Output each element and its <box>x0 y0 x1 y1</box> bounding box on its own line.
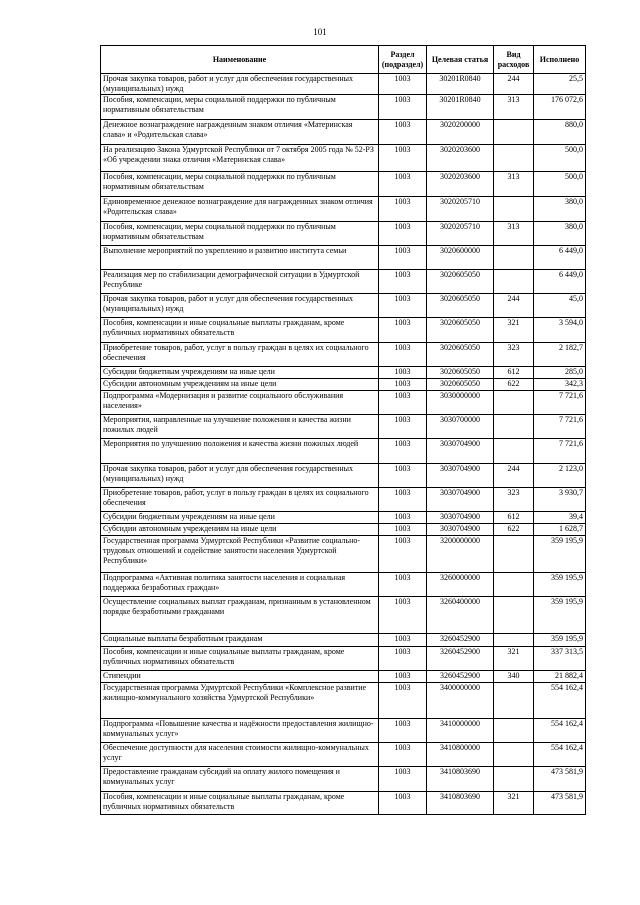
row-target: 3260400000 <box>427 597 494 634</box>
row-name: Прочая закупка товаров, работ и услуг для обеспечения государственных (муниципальных) нужд <box>101 294 379 318</box>
row-executed: 359 195,9 <box>534 634 586 647</box>
table-row <box>101 719 586 743</box>
row-expense-type: 313 <box>494 95 534 120</box>
row-target: 3200000000 <box>427 536 494 573</box>
row-expense-type: 321 <box>494 647 534 671</box>
row-target: 3020600000 <box>427 246 494 270</box>
row-expense-type: 244 <box>494 294 534 318</box>
row-expense-type <box>494 597 534 634</box>
row-name: Субсидии бюджетным учреждениям на иные цели <box>101 367 379 379</box>
table-row <box>101 343 586 367</box>
row-section: 1003 <box>379 74 427 95</box>
row-name: Мероприятия, направленные на улучшение положения и качества жизни пожилых людей <box>101 415 379 439</box>
row-executed: 3 594,0 <box>534 318 586 343</box>
row-target: 3410800000 <box>427 743 494 767</box>
table-row <box>101 524 586 536</box>
row-expense-type <box>494 719 534 743</box>
row-name: Осуществление социальных выплат гражданам, признанным в установленном порядке безработными гражданами <box>101 597 379 634</box>
table-row <box>101 197 586 222</box>
row-target: 3400000000 <box>427 683 494 719</box>
row-executed: 473 581,9 <box>534 767 586 792</box>
header-executed: Исполнено <box>534 46 586 74</box>
row-target: 3410000000 <box>427 719 494 743</box>
row-executed: 1 628,7 <box>534 524 586 536</box>
row-name: Приобретение товаров, работ, услуг в пользу граждан в целях их социального обеспечения <box>101 488 379 512</box>
row-target: 30201R0840 <box>427 95 494 120</box>
row-name: Пособия, компенсации и иные социальные выплаты гражданам, кроме публичных нормативных обязательств <box>101 318 379 343</box>
row-section: 1003 <box>379 120 427 145</box>
row-section: 1003 <box>379 246 427 270</box>
row-name: Обеспечение доступности для населения стоимости жилищно-коммунальных услуг <box>101 743 379 767</box>
row-target: 3020205710 <box>427 197 494 222</box>
row-target: 3030704900 <box>427 524 494 536</box>
row-section: 1003 <box>379 343 427 367</box>
row-section: 1003 <box>379 792 427 815</box>
page-number: 101 <box>313 27 327 37</box>
row-executed: 25,5 <box>534 74 586 95</box>
table-row <box>101 95 586 120</box>
row-expense-type <box>494 634 534 647</box>
table-row <box>101 172 586 197</box>
row-executed: 285,0 <box>534 367 586 379</box>
row-target: 3260000000 <box>427 573 494 597</box>
row-expense-type <box>494 197 534 222</box>
row-section: 1003 <box>379 767 427 792</box>
row-expense-type <box>494 246 534 270</box>
row-name: На реализацию Закона Удмуртской Республики от 7 октября 2005 года № 52-РЗ «Об учреждении знака отличия «Материнская слава» <box>101 145 379 172</box>
row-expense-type: 612 <box>494 512 534 524</box>
row-section: 1003 <box>379 95 427 120</box>
row-executed: 3 930,7 <box>534 488 586 512</box>
row-executed: 380,0 <box>534 197 586 222</box>
row-executed: 176 072,6 <box>534 95 586 120</box>
table-row <box>101 634 586 647</box>
table-row <box>101 792 586 815</box>
table-row <box>101 270 586 294</box>
table-row <box>101 743 586 767</box>
row-expense-type <box>494 145 534 172</box>
row-name: Социальные выплаты безработным гражданам <box>101 634 379 647</box>
row-section: 1003 <box>379 573 427 597</box>
table-row <box>101 671 586 683</box>
row-section: 1003 <box>379 391 427 415</box>
row-target: 3030000000 <box>427 391 494 415</box>
row-executed: 6 449,0 <box>534 270 586 294</box>
row-target: 3030704900 <box>427 512 494 524</box>
row-target: 3260452900 <box>427 647 494 671</box>
row-name: Пособия, компенсации, меры социальной поддержки по публичным нормативным обязательствам <box>101 222 379 246</box>
row-target: 30201R0840 <box>427 74 494 95</box>
row-executed: 359 195,9 <box>534 536 586 573</box>
row-name: Субсидии автономным учреждениям на иные цели <box>101 379 379 391</box>
row-section: 1003 <box>379 512 427 524</box>
row-executed: 380,0 <box>534 222 586 246</box>
row-target: 3020203600 <box>427 145 494 172</box>
row-name: Денежное вознаграждение награжденным знаком отличия «Материнская слава» и «Родительская слава» <box>101 120 379 145</box>
row-section: 1003 <box>379 415 427 439</box>
row-executed: 45,0 <box>534 294 586 318</box>
row-executed: 39,4 <box>534 512 586 524</box>
row-executed: 7 721,6 <box>534 439 586 464</box>
row-target: 3020605050 <box>427 294 494 318</box>
header-name: Наименование <box>101 46 379 74</box>
row-expense-type: 313 <box>494 172 534 197</box>
row-section: 1003 <box>379 671 427 683</box>
row-section: 1003 <box>379 634 427 647</box>
row-expense-type: 622 <box>494 379 534 391</box>
table-row <box>101 597 586 634</box>
table-row <box>101 222 586 246</box>
row-name: Единовременное денежное вознаграждение для награжденных знаком отличия «Родительская слава» <box>101 197 379 222</box>
row-expense-type <box>494 573 534 597</box>
row-target: 3020605050 <box>427 367 494 379</box>
row-expense-type: 323 <box>494 488 534 512</box>
row-name: Подпрограмма «Модернизация и развитие социального обслуживания населения» <box>101 391 379 415</box>
row-section: 1003 <box>379 145 427 172</box>
row-section: 1003 <box>379 488 427 512</box>
header-target: Целевая статья <box>427 46 494 74</box>
row-target: 3410803690 <box>427 767 494 792</box>
row-section: 1003 <box>379 597 427 634</box>
row-section: 1003 <box>379 524 427 536</box>
row-expense-type <box>494 743 534 767</box>
row-executed: 2 123,0 <box>534 464 586 488</box>
table-row <box>101 647 586 671</box>
table-row <box>101 573 586 597</box>
row-expense-type <box>494 120 534 145</box>
row-executed: 359 195,9 <box>534 597 586 634</box>
row-section: 1003 <box>379 743 427 767</box>
header-expense-type: Вид расходов <box>494 46 534 74</box>
row-name: Пособия, компенсации и иные социальные выплаты гражданам, кроме публичных нормативных обязательств <box>101 792 379 815</box>
table-row <box>101 683 586 719</box>
table-row <box>101 512 586 524</box>
row-expense-type <box>494 767 534 792</box>
row-name: Подпрограмма «Активная политика занятости населения и социальная поддержка безработных граждан» <box>101 573 379 597</box>
table-row <box>101 145 586 172</box>
row-target: 3030700000 <box>427 415 494 439</box>
table-row <box>101 74 586 95</box>
table-row <box>101 318 586 343</box>
table-row <box>101 246 586 270</box>
row-name: Субсидии автономным учреждениям на иные цели <box>101 524 379 536</box>
row-expense-type <box>494 683 534 719</box>
row-executed: 2 182,7 <box>534 343 586 367</box>
header-section: Раздел (подраздел) <box>379 46 427 74</box>
row-section: 1003 <box>379 379 427 391</box>
table-row <box>101 415 586 439</box>
row-target: 3030704900 <box>427 439 494 464</box>
table-row <box>101 294 586 318</box>
row-section: 1003 <box>379 647 427 671</box>
row-expense-type: 313 <box>494 222 534 246</box>
row-target: 3410803690 <box>427 792 494 815</box>
row-name: Государственная программа Удмуртской Республики «Комплексное развитие жилищно-коммунального хозяйства Удмуртской Республики» <box>101 683 379 719</box>
row-name: Прочая закупка товаров, работ и услуг для обеспечения государственных (муниципальных) нужд <box>101 74 379 95</box>
table-row <box>101 439 586 464</box>
row-section: 1003 <box>379 367 427 379</box>
row-section: 1003 <box>379 683 427 719</box>
row-expense-type <box>494 439 534 464</box>
row-executed: 359 195,9 <box>534 573 586 597</box>
row-executed: 554 162,4 <box>534 743 586 767</box>
row-section: 1003 <box>379 294 427 318</box>
row-section: 1003 <box>379 172 427 197</box>
row-name: Выполнение мероприятий по укреплению и развитию института семьи <box>101 246 379 270</box>
budget-table <box>100 45 586 815</box>
row-target: 3260452900 <box>427 634 494 647</box>
row-name: Пособия, компенсации, меры социальной поддержки по публичным нормативным обязательствам <box>101 172 379 197</box>
row-expense-type: 321 <box>494 318 534 343</box>
row-name: Предоставление гражданам субсидий на оплату жилого помещения и коммунальных услуг <box>101 767 379 792</box>
row-target: 3260452900 <box>427 671 494 683</box>
row-executed: 554 162,4 <box>534 719 586 743</box>
table-row <box>101 379 586 391</box>
row-executed: 473 581,9 <box>534 792 586 815</box>
row-name: Мероприятия по улучшению положения и качества жизни пожилых людей <box>101 439 379 464</box>
row-target: 3030704900 <box>427 488 494 512</box>
row-executed: 7 721,6 <box>534 415 586 439</box>
row-section: 1003 <box>379 439 427 464</box>
row-expense-type <box>494 270 534 294</box>
row-executed: 554 162,4 <box>534 683 586 719</box>
row-name: Стипендии <box>101 671 379 683</box>
table-row <box>101 367 586 379</box>
row-executed: 500,0 <box>534 145 586 172</box>
row-name: Реализация мер по стабилизации демографической ситуации в Удмуртской Республике <box>101 270 379 294</box>
row-section: 1003 <box>379 464 427 488</box>
row-name: Приобретение товаров, работ, услуг в пользу граждан в целях их социального обеспечения <box>101 343 379 367</box>
row-section: 1003 <box>379 318 427 343</box>
row-executed: 21 882,4 <box>534 671 586 683</box>
row-name: Подпрограмма «Повышение качества и надёжности предоставления жилищно-коммунальных услуг» <box>101 719 379 743</box>
row-name: Пособия, компенсации и иные социальные выплаты гражданам, кроме публичных нормативных обязательств <box>101 647 379 671</box>
row-section: 1003 <box>379 719 427 743</box>
row-target: 3020205710 <box>427 222 494 246</box>
row-target: 3030704900 <box>427 464 494 488</box>
row-expense-type: 612 <box>494 367 534 379</box>
row-section: 1003 <box>379 536 427 573</box>
row-target: 3020605050 <box>427 343 494 367</box>
row-executed: 342,3 <box>534 379 586 391</box>
table-row <box>101 464 586 488</box>
row-executed: 337 313,5 <box>534 647 586 671</box>
row-name: Прочая закупка товаров, работ и услуг для обеспечения государственных (муниципальных) нужд <box>101 464 379 488</box>
table-row <box>101 391 586 415</box>
row-target: 3020605050 <box>427 270 494 294</box>
row-section: 1003 <box>379 270 427 294</box>
table-row <box>101 767 586 792</box>
row-name: Субсидии бюджетным учреждениям на иные цели <box>101 512 379 524</box>
row-executed: 880,0 <box>534 120 586 145</box>
row-expense-type: 244 <box>494 464 534 488</box>
table-header-row <box>101 46 586 74</box>
row-target: 3020203600 <box>427 172 494 197</box>
row-expense-type <box>494 536 534 573</box>
row-expense-type: 321 <box>494 792 534 815</box>
table-row <box>101 488 586 512</box>
row-expense-type: 323 <box>494 343 534 367</box>
row-expense-type: 340 <box>494 671 534 683</box>
table-row <box>101 120 586 145</box>
row-expense-type <box>494 391 534 415</box>
row-section: 1003 <box>379 197 427 222</box>
row-executed: 7 721,6 <box>534 391 586 415</box>
row-expense-type <box>494 415 534 439</box>
row-expense-type: 244 <box>494 74 534 95</box>
row-target: 3020605050 <box>427 379 494 391</box>
row-executed: 6 449,0 <box>534 246 586 270</box>
row-expense-type: 622 <box>494 524 534 536</box>
table-row <box>101 536 586 573</box>
row-target: 3020200000 <box>427 120 494 145</box>
row-target: 3020605050 <box>427 318 494 343</box>
row-name: Государственная программа Удмуртской Республики «Развитие социально-трудовых отношений и содействие занятости населения Удмуртской Республики» <box>101 536 379 573</box>
row-executed: 500,0 <box>534 172 586 197</box>
row-name: Пособия, компенсации, меры социальной поддержки по публичным нормативным обязательствам <box>101 95 379 120</box>
row-section: 1003 <box>379 222 427 246</box>
